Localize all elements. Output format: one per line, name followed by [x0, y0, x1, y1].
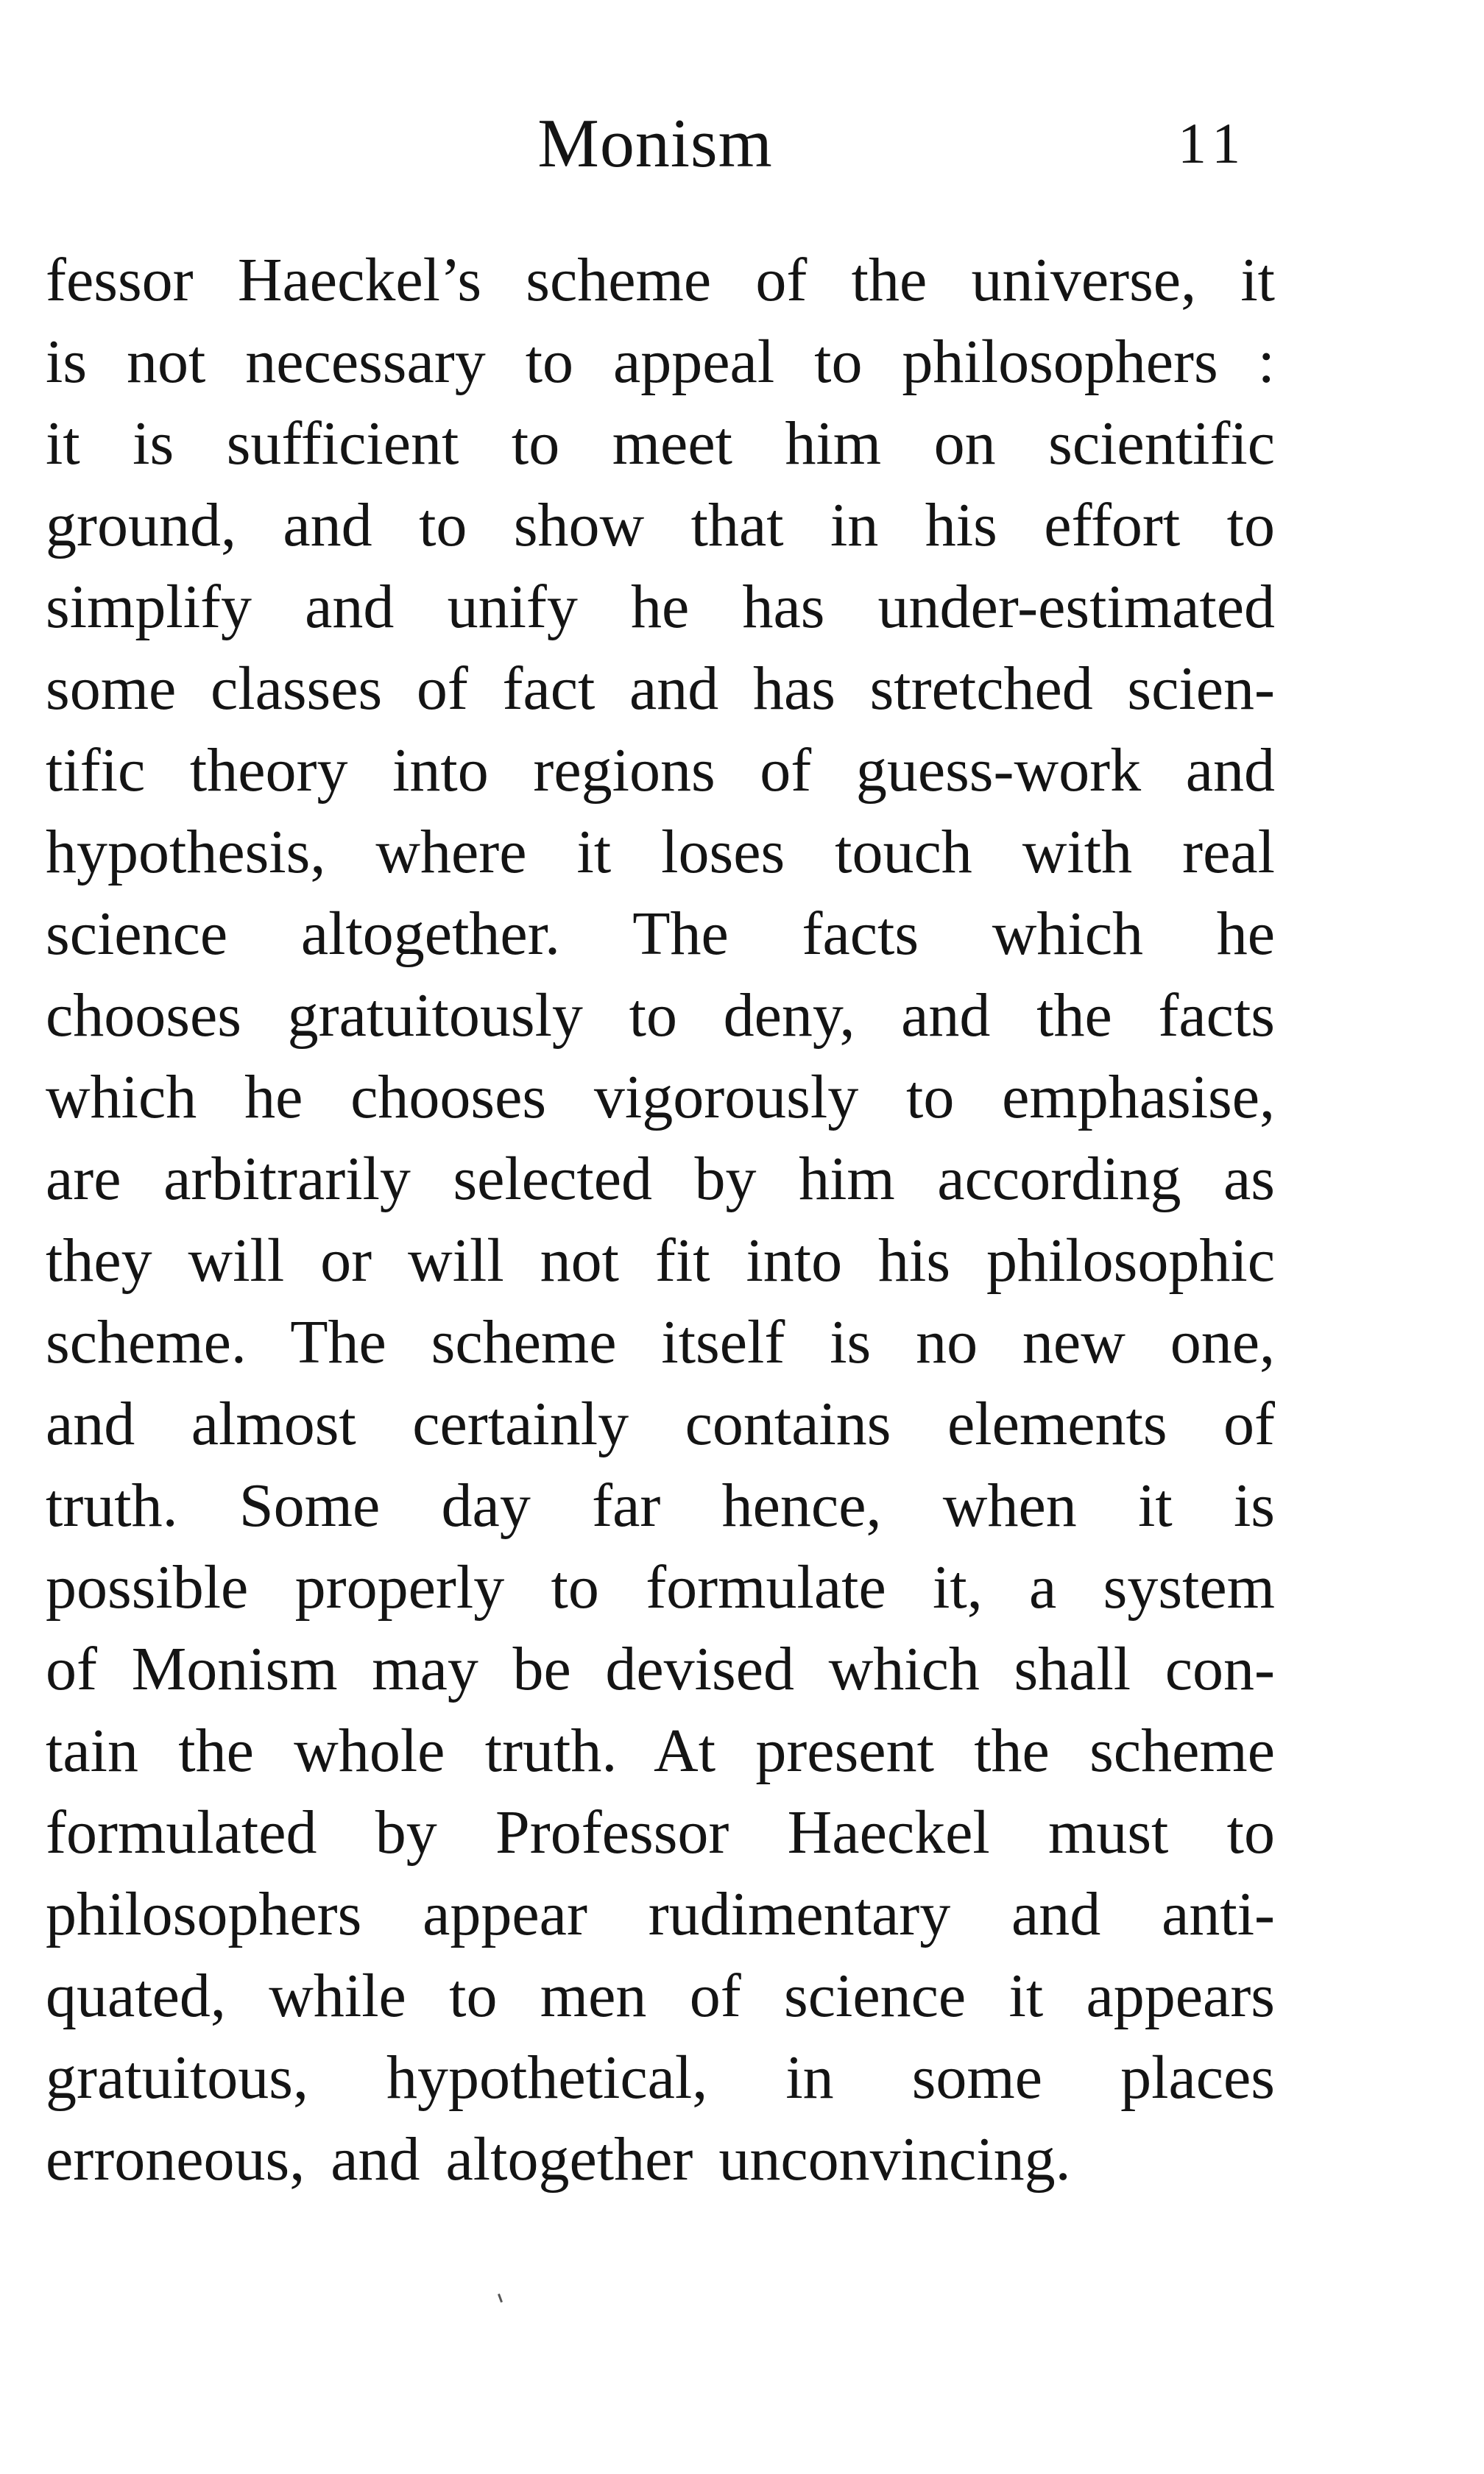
- print-speck: [498, 2294, 503, 2302]
- text-line: simplify and unify he has under-estimated: [46, 573, 1275, 641]
- text-line: gratuitous, hypothetical, in some places: [46, 2043, 1275, 2112]
- text-line: tific theory into regions of guess-work and: [46, 736, 1275, 805]
- text-line: and almost certainly contains elements of: [46, 1390, 1275, 1458]
- text-line: of Monism may be devised which shall con-: [46, 1635, 1275, 1703]
- text-line: tain the whole truth. At present the scheme: [46, 1717, 1275, 1785]
- text-line: some classes of fact and has stretched scien-: [46, 654, 1275, 723]
- page-number: 11: [1178, 111, 1248, 175]
- text-line: which he chooses vigorously to emphasise,: [46, 1063, 1275, 1131]
- text-line: scheme. The scheme itself is no new one,: [46, 1308, 1275, 1376]
- page-title: Monism: [537, 105, 773, 182]
- text-line: ground, and to show that in his effort to: [46, 491, 1275, 559]
- running-head: [0, 103, 1484, 184]
- text-line: erroneous, and altogether unconvincing.: [46, 2125, 1071, 2194]
- text-line: philosophers appear rudimentary and anti-: [46, 1880, 1275, 1948]
- text-line: hypothesis, where it loses touch with real: [46, 818, 1275, 886]
- text-line: quated, while to men of science it appears: [46, 1962, 1275, 2030]
- text-line: science altogether. The facts which he: [46, 900, 1275, 968]
- text-line: is not necessary to appeal to philosophers :: [46, 328, 1275, 396]
- text-line: are arbitrarily selected by him according as: [46, 1145, 1275, 1213]
- body-paragraph: [46, 239, 1275, 2200]
- text-line: fessor Haeckel’s scheme of the universe, it: [46, 246, 1275, 314]
- text-line: formulated by Professor Haeckel must to: [46, 1798, 1275, 1867]
- text-line: possible properly to formulate it, a system: [46, 1553, 1275, 1622]
- text-line: it is sufficient to meet him on scientific: [46, 409, 1275, 478]
- text-line: they will or will not fit into his philosophic: [46, 1226, 1275, 1295]
- text-line: chooses gratuitously to deny, and the facts: [46, 981, 1275, 1050]
- text-line: truth. Some day far hence, when it is: [46, 1471, 1275, 1540]
